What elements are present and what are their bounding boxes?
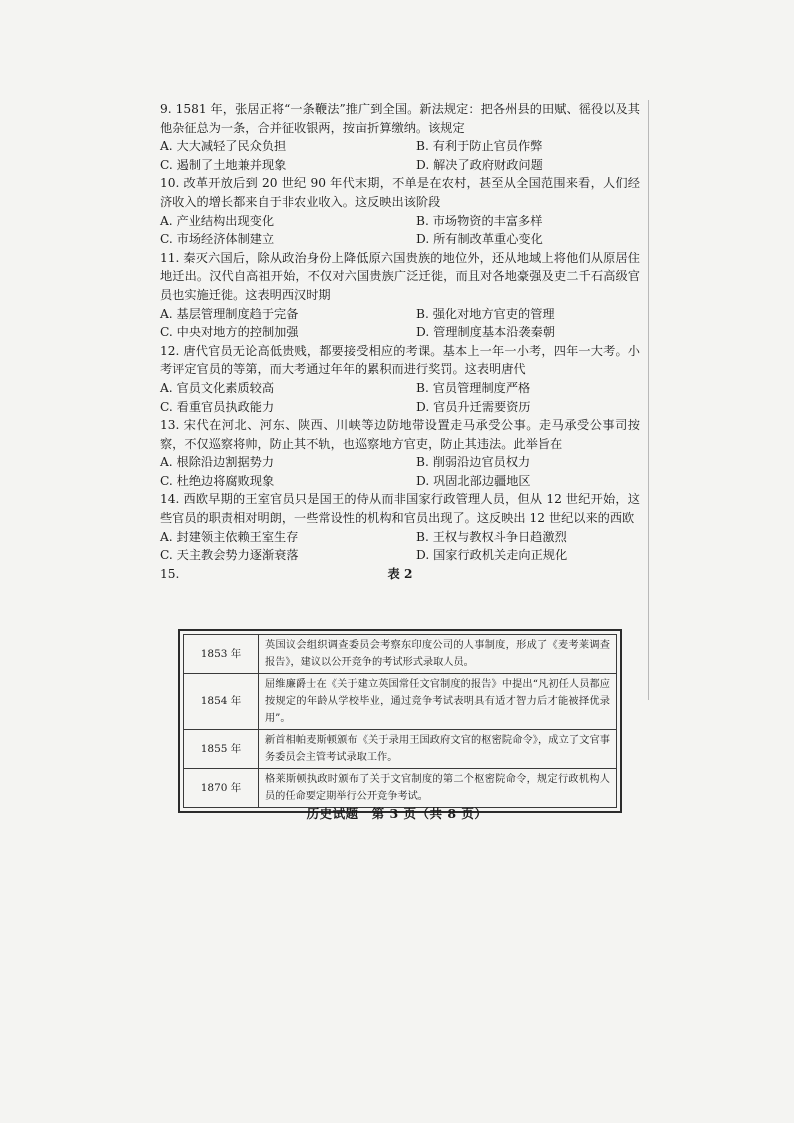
row-year: 1855 年 [184,730,259,769]
row-text: 屈维廉爵士在《关于建立英国常任文官制度的报告》中提出“凡初任人员都应按规定的年龄从学校毕业，通过竞争考试表明具有适才智力后才能被择优录用”。 [259,674,617,730]
option-a: A. 官员文化素质较高 [160,380,275,395]
option-a: A. 封建领主依赖王室生存 [160,529,299,544]
question-14 [160,490,640,564]
option-b: B. 削弱沿边官员权力 [416,455,531,470]
option-d: D. 解决了政府财政问题 [416,157,543,172]
option-b: B. 官员管理制度严格 [416,380,531,395]
option-grid [160,453,640,490]
option-d: D. 国家行政机关走向正规化 [416,548,568,563]
question-9 [160,100,640,174]
question-stem: 9. 1581 年，张居正将“一条鞭法”推广到全国。新法规定：把各州县的田赋、徭役以及其他杂征总为一条，合并征收银两，按亩折算缴纳。该规定 [160,102,640,135]
option-c: C. 中央对地方的控制加强 [160,325,299,340]
option-a: A. 大大减轻了民众负担 [160,139,287,154]
option-d: D. 管理制度基本沿袭秦朝 [416,325,555,340]
option-c: C. 天主教会势力逐渐衰落 [160,548,299,563]
table-row [184,635,617,674]
option-grid [160,305,640,342]
option-b: B. 强化对地方官吏的管理 [416,306,555,321]
table [183,634,617,808]
table-title: 表 2 [387,566,413,581]
question-11 [160,249,640,342]
option-d: D. 官员升迁需要资历 [416,399,531,414]
option-grid [160,379,640,416]
option-c: C. 遏制了土地兼并现象 [160,157,287,172]
option-a: A. 基层管理制度趋于完备 [160,306,299,321]
question-15-header [160,565,640,585]
question-list [160,100,640,585]
civil-service-table [178,629,622,813]
table-row [184,769,617,808]
option-c: C. 看重官员执政能力 [160,399,275,414]
question-12 [160,342,640,416]
option-c: C. 杜绝边将腐败现象 [160,473,275,488]
question-stem: 14. 西欧早期的王室官员只是国王的侍从而非国家行政管理人员，但从 12 世纪开始，这些官员的职责相对明朗，一些常设性的机构和官员出现了。这反映出 12 世纪以来的西欧 [160,492,640,526]
option-d: D. 巩固北部边疆地区 [416,473,531,488]
page-footer: 历史试题 第 3 页（共 8 页） [306,806,488,821]
row-year: 1870 年 [184,769,259,808]
question-stem: 11. 秦灭六国后，除从政治身份上降低原六国贵族的地位外，还从地域上将他们从原居住地迁出。汉代自高祖开始，不仅对六国贵族广泛迁徙，而且对各地豪强及吏二千石高级官员也实施迁徙。这表明西汉时期 [160,250,640,302]
row-year: 1853 年 [184,635,259,674]
question-15-number: 15. [160,566,180,581]
row-text: 英国议会组织调查委员会考察东印度公司的人事制度，形成了《麦考莱调查报告》，建议以公开竞争的考试形式录取人员。 [259,635,617,674]
question-10 [160,174,640,248]
option-c: C. 市场经济体制建立 [160,232,275,247]
option-b: B. 市场物资的丰富多样 [416,213,543,228]
option-grid [160,212,640,249]
option-grid [160,137,640,174]
option-a: A. 根除沿边割据势力 [160,455,275,470]
row-year: 1854 年 [184,674,259,730]
option-a: A. 产业结构出现变化 [160,213,275,228]
question-13 [160,416,640,490]
option-b: B. 有利于防止官员作弊 [416,139,543,154]
question-stem: 12. 唐代官员无论高低贵贱，都要接受相应的考课。基本上一年一小考，四年一大考。小考评定官员的等第，而大考通过年年的累积而进行奖罚。这表明唐代 [160,343,640,377]
table-row [184,674,617,730]
option-d: D. 所有制改革重心变化 [416,232,543,247]
row-text: 格莱斯顿执政时颁布了关于文官制度的第二个枢密院命令，规定行政机构人员的任命要定期举行公开竞争考试。 [259,769,617,808]
table-row [184,730,617,769]
row-text: 新首相帕麦斯顿颁布《关于录用王国政府文官的枢密院命令》，成立了文官事务委员会主管考试录取工作。 [259,730,617,769]
option-b: B. 王权与教权斗争日趋激烈 [416,529,567,544]
question-stem: 13. 宋代在河北、河东、陕西、川峡等边防地带设置走马承受公事。走马承受公事司按察，不仅巡察将帅，防止其不轨，也巡察地方官吏，防止其违法。此举旨在 [160,418,640,451]
question-stem: 10. 改革开放后到 20 世纪 90 年代末期，不单是在农村，甚至从全国范围来看，人们经济收入的增长都来自于非农业收入。这反映出该阶段 [160,176,640,209]
binding-line [648,100,649,700]
option-grid [160,528,640,565]
